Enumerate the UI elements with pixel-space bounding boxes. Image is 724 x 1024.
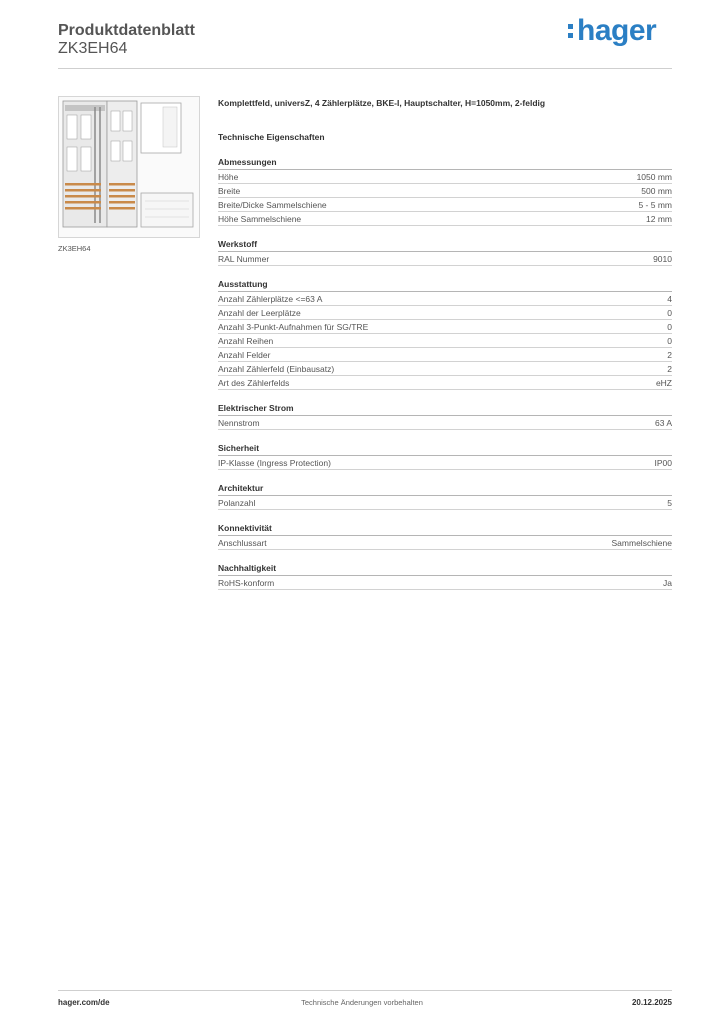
spec-value: 5 - 5 mm [638,200,672,210]
spec-section [218,562,672,590]
product-code: ZK3EH64 [58,40,128,57]
spec-value: 5 [667,498,672,508]
meter-panel-illustration-icon [59,97,199,237]
logo-dots-icon [568,18,574,42]
spec-value: Ja [663,578,672,588]
spec-value: 0 [667,322,672,332]
spec-section [218,402,672,430]
spec-value: 4 [667,294,672,304]
product-description: Komplettfeld, universZ, 4 Zählerplätze, BKE-I, Hauptschalter, H=1050mm, 2-feldig [218,98,546,108]
spec-row [218,376,672,390]
spec-row [218,320,672,334]
section-title: Sicherheit [218,442,672,456]
spec-value: 0 [667,336,672,346]
spec-row [218,456,672,470]
spec-row [218,184,672,198]
spec-value: 2 [667,364,672,374]
spec-section [218,156,672,226]
section-title: Konnektivität [218,522,672,536]
image-caption: ZK3EH64 [58,244,91,253]
tech-properties-heading: Technische Eigenschaften [218,132,325,142]
spec-section [218,238,672,266]
header-divider [58,68,672,69]
spec-row [218,576,672,590]
section-title: Werkstoff [218,238,672,252]
spec-value: 1050 mm [636,172,672,182]
spec-row [218,170,672,184]
spec-label: Anzahl Felder [218,350,271,360]
spec-value: IP00 [654,458,672,468]
spec-row [218,362,672,376]
spec-value: Sammelschiene [611,538,672,548]
spec-label: Breite [218,186,241,196]
footer-website-link[interactable]: hager.com/de [58,998,110,1007]
spec-row [218,306,672,320]
spec-value: eHZ [655,378,672,388]
product-image [58,96,200,238]
spec-label: Anzahl Reihen [218,336,274,346]
spec-section [218,522,672,550]
spec-label: Anzahl 3-Punkt-Aufnahmen für SG/TRE [218,322,369,332]
footer-divider [58,990,672,991]
spec-label: RAL Nummer [218,254,270,264]
spec-content [218,96,672,590]
spec-label: Polanzahl [218,498,256,508]
section-title: Elektrischer Strom [218,402,672,416]
spec-label: Nennstrom [218,418,260,428]
spec-row [218,252,672,266]
spec-row [218,496,672,510]
spec-section [218,482,672,510]
spec-label: Höhe [218,172,239,182]
spec-value: 0 [667,308,672,318]
spec-section [218,442,672,470]
section-title: Nachhaltigkeit [218,562,672,576]
spec-row [218,198,672,212]
footer-notice: Technische Änderungen vorbehalten [301,998,423,1007]
spec-row [218,292,672,306]
spec-label: Höhe Sammelschiene [218,214,302,224]
spec-label: Art des Zählerfelds [218,378,290,388]
spec-row [218,334,672,348]
spec-value: 9010 [653,254,672,264]
spec-value: 63 A [654,418,672,428]
spec-label: Anzahl Zählerplätze <=63 A [218,294,323,304]
spec-label: Anschlussart [218,538,267,548]
spec-label: Anzahl Zählerfeld (Einbausatz) [218,364,335,374]
page-title: Produktdatenblatt [58,22,195,39]
section-title: Ausstattung [218,278,672,292]
spec-row [218,212,672,226]
footer-date: 20.12.2025 [631,998,672,1007]
section-title: Architektur [218,482,672,496]
spec-row [218,536,672,550]
spec-section [218,278,672,390]
spec-label: IP-Klasse (Ingress Protection) [218,458,331,468]
hager-logo [568,14,656,48]
spec-label: Anzahl der Leerplätze [218,308,301,318]
logo-text: hager [577,14,657,47]
spec-label: Breite/Dicke Sammelschiene [218,200,327,210]
spec-label: RoHS-konform [218,578,275,588]
spec-value: 500 mm [641,186,672,196]
spec-row [218,416,672,430]
spec-value: 2 [667,350,672,360]
spec-row [218,348,672,362]
spec-value: 12 mm [646,214,672,224]
section-title: Abmessungen [218,156,672,170]
